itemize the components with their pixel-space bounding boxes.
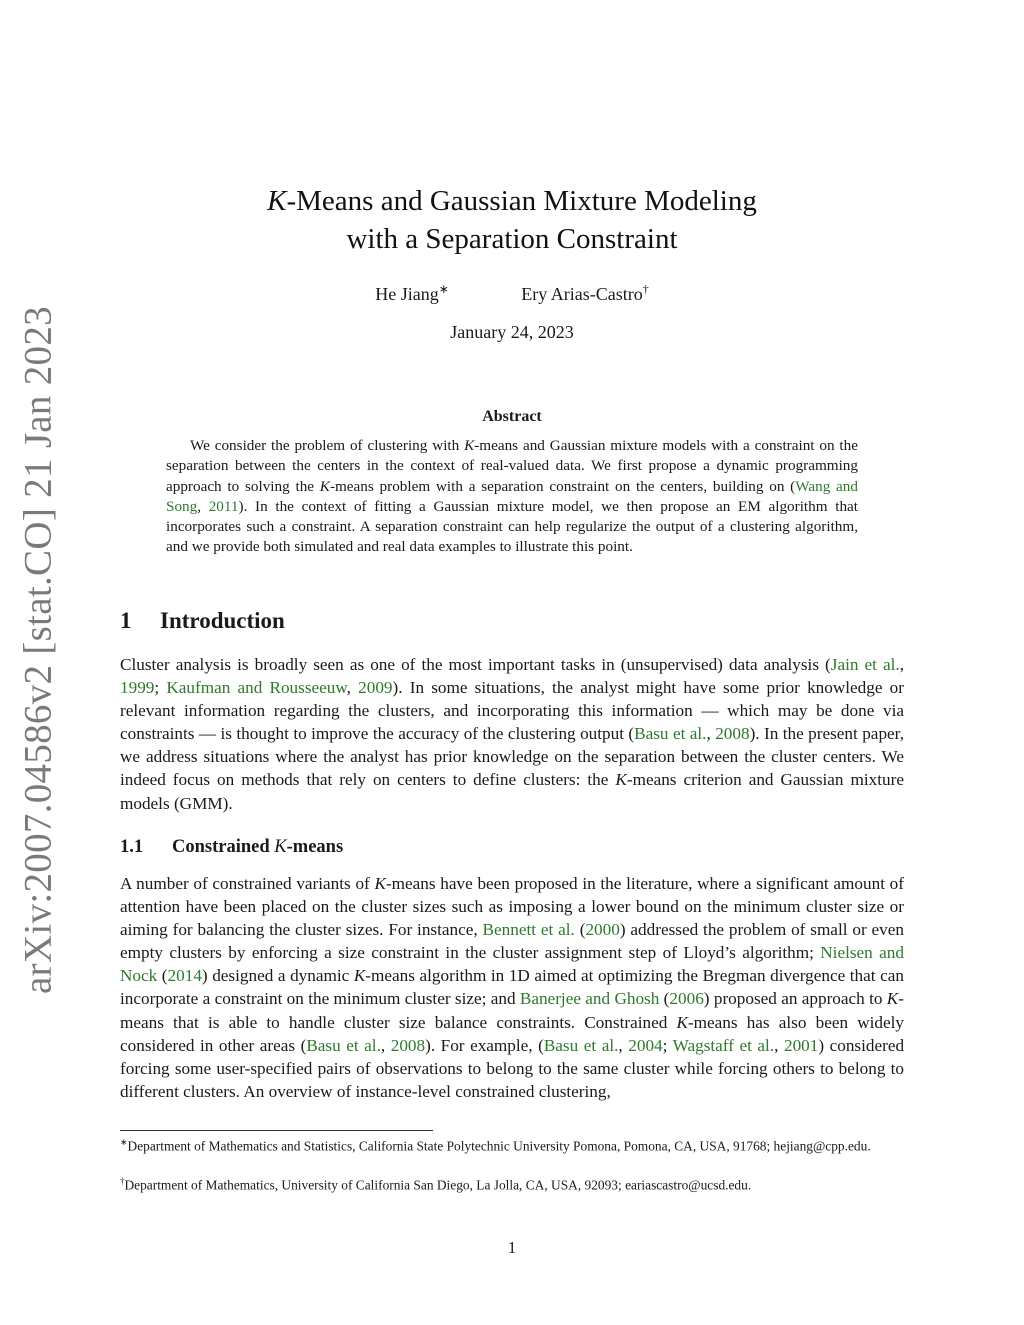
- text-run: ,: [346, 678, 359, 698]
- subsection-title-k-symbol: K: [274, 837, 287, 857]
- subsection-heading-constrained-kmeans: [120, 837, 343, 858]
- math-symbol-k: K: [676, 1012, 688, 1032]
- citation-link[interactable]: Kaufman and Rousseeuw: [166, 678, 347, 698]
- citation-year-link[interactable]: 2011: [208, 497, 239, 515]
- math-symbol-k: K: [615, 770, 627, 790]
- math-symbol-k: K: [886, 989, 899, 1009]
- text-run: ). In the present paper, we address situations where the analyst has prior knowledge on the separation between the cluster centers. We indeed focus on methods that rely on centers to define clusters: the: [120, 724, 904, 790]
- text-run: (: [574, 920, 586, 940]
- citation-year-link[interactable]: 2006: [669, 989, 704, 1009]
- section-number: 1: [120, 608, 132, 633]
- author-1: [375, 282, 449, 305]
- text-run: -means and Gaussian mixture models with a constraint on the separation between the centers in the context of real-valued data. We first propose a dynamic programming approach to solving the: [166, 437, 858, 495]
- text-run: -means that is able to handle cluster size balance constraints. Constrained: [120, 989, 904, 1032]
- footnote-affiliation-2: [120, 1172, 904, 1194]
- text-run: ) considered forcing some user-specified pairs of observations to belong to the same cluster while forcing others to belong to different clusters. An overview of instance-level constrained clustering,: [120, 1035, 905, 1101]
- abstract-text: [166, 436, 858, 558]
- math-symbol-k: K: [464, 437, 475, 454]
- footnote-divider: [120, 1130, 433, 1131]
- citation-link[interactable]: Basu et al.: [634, 724, 707, 744]
- text-run: ;: [154, 678, 167, 698]
- footnote-text: Department of Mathematics and Statistics, California State Polytechnic University Pomona, Pomona, CA, USA, 91768; hejiang@cpp.edu.: [127, 1138, 871, 1154]
- math-symbol-k: K: [319, 477, 330, 495]
- citation-year-link[interactable]: 2000: [585, 920, 620, 940]
- citation-year-link[interactable]: 1999: [120, 678, 155, 698]
- author-2-name: Ery Arias-Castro: [521, 284, 643, 304]
- text-run: ,: [618, 1035, 629, 1055]
- footnote-text: Department of Mathematics, University of California San Diego, La Jolla, CA, USA, 92093; eariascastro@ucsd.edu.: [124, 1177, 752, 1193]
- text-run: (: [157, 966, 168, 986]
- title-k-symbol: K: [267, 185, 287, 217]
- text-run: Cluster analysis is broadly seen as one of the most important tasks in (unsupervised) data analysis (: [120, 655, 831, 674]
- arxiv-identifier-stamp: arXiv:2007.04586v2 [stat.CO] 21 Jan 2023: [16, 306, 60, 994]
- footnote-mark: †: [120, 1176, 125, 1186]
- constrained-kmeans-paragraph: [120, 872, 904, 1103]
- citation-year-link[interactable]: 2014: [167, 966, 202, 986]
- citation-year-link[interactable]: 2001: [783, 1035, 819, 1055]
- paper-title: [0, 182, 1024, 258]
- title-line-2: with a Separation Constraint: [346, 223, 678, 255]
- subsection-title: Constrained: [172, 837, 275, 857]
- citation-link[interactable]: Wagstaff et al.: [672, 1035, 775, 1055]
- text-run: -means have been proposed in the literature, where a significant amount of attention have been placed on the cluster sizes such as imposing a lower bound on the minimum cluster size or aiming for balancing the cluster sizes. For instance,: [120, 874, 904, 940]
- section-title: Introduction: [160, 608, 285, 633]
- citation-link[interactable]: Jain et al.: [830, 655, 900, 674]
- text-run: We consider the problem of clustering with: [190, 437, 465, 454]
- math-symbol-k: K: [374, 874, 386, 893]
- citation-link[interactable]: Wang and Song: [166, 477, 858, 515]
- text-run: -means criterion and Gaussian mixture models (GMM).: [120, 770, 904, 813]
- text-run: ). In the context of fitting a Gaussian mixture model, we then propose an EM algorithm that incorporates such a constraint. A separation constraint can help regularize the output of a clustering algorithm, and we provide both simulated and real data examples to illustrate this point.: [166, 497, 858, 556]
- text-run: ) designed a dynamic: [201, 966, 354, 986]
- text-run: -means has also been widely considered in other areas (: [120, 1012, 904, 1055]
- publication-date: January 24, 2023: [450, 322, 574, 342]
- text-run: ) proposed an approach to: [703, 989, 887, 1009]
- author-2-footnote-mark[interactable]: †: [642, 282, 649, 296]
- author-2: [521, 282, 648, 305]
- citation-year-link[interactable]: 2008: [715, 724, 750, 744]
- subsection-title-suffix: -means: [286, 837, 344, 857]
- footnote-mark: ∗: [120, 1137, 128, 1147]
- text-run: -means problem with a separation constraint on the centers, building on (: [329, 477, 796, 495]
- text-run: ,: [380, 1035, 391, 1055]
- text-run: ,: [197, 497, 209, 515]
- author-list: [0, 282, 1024, 305]
- introduction-paragraph: [120, 653, 904, 815]
- text-run: ). For example, (: [425, 1035, 544, 1055]
- author-1-name: He Jiang: [375, 284, 439, 304]
- footnote-affiliation-1: [120, 1133, 904, 1155]
- citation-year-link[interactable]: 2009: [358, 678, 393, 698]
- citation-link[interactable]: Basu et al.: [306, 1035, 381, 1055]
- citation-year-link[interactable]: 2004: [628, 1035, 663, 1055]
- text-run: ;: [662, 1035, 673, 1055]
- citation-link[interactable]: Basu et al.: [543, 1035, 619, 1055]
- text-run: ,: [774, 1035, 784, 1055]
- math-symbol-k: K: [353, 966, 366, 986]
- text-run: ,: [899, 655, 905, 674]
- text-run: ). In some situations, the analyst might have some prior knowledge or relevant information regarding the clusters, and incorporating this information — which may be done via constraints — is thought to improve the accuracy of the clustering output (: [120, 678, 904, 744]
- text-run: -means algorithm in 1D aimed at optimizing the Bregman divergence that can incorporate a constraint on the minimum cluster size; and: [120, 966, 904, 1009]
- text-run: A number of constrained variants of: [120, 874, 375, 893]
- citation-link[interactable]: Nielsen and Nock: [120, 943, 904, 986]
- abstract-heading: Abstract: [482, 408, 542, 425]
- page-number: 1: [507, 1238, 517, 1257]
- text-run: ) addressed the problem of small or even empty clusters by enforcing a size constraint in the cluster assignment step of Lloyd’s algorithm;: [120, 920, 904, 963]
- title-line-1-text: -Means and Gaussian Mixture Modeling: [286, 185, 757, 217]
- citation-link[interactable]: Banerjee and Ghosh: [519, 989, 660, 1009]
- author-1-footnote-mark[interactable]: ∗: [438, 282, 449, 296]
- text-run: (: [659, 989, 670, 1009]
- text-run: ,: [706, 724, 716, 744]
- citation-link[interactable]: Bennett et al.: [482, 920, 575, 940]
- citation-year-link[interactable]: 2008: [390, 1035, 426, 1055]
- subsection-number: 1.1: [120, 837, 144, 857]
- title-line-1: [0, 182, 1024, 220]
- section-heading-introduction: [120, 608, 285, 634]
